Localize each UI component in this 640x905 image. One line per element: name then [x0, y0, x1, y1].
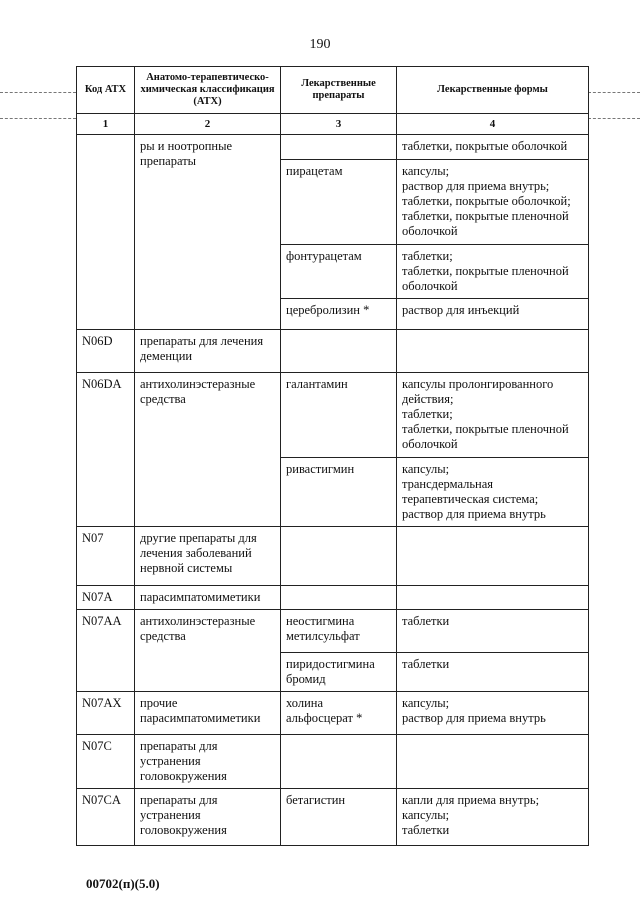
table-row — [77, 789, 589, 846]
table-row — [77, 135, 589, 160]
table-header-row — [77, 67, 589, 114]
header-code: Код АТХ — [77, 67, 135, 114]
classification-cell: прочие парасимпатомиметики — [135, 692, 281, 735]
dosage-forms-cell — [397, 160, 589, 245]
header-forms: Лекарственные формы — [397, 67, 589, 114]
dosage-form-item: раствор для приема внутрь — [402, 507, 546, 521]
dosage-form-item: капсулы; — [402, 462, 450, 476]
dosage-form-item: раствор для приема внутрь — [402, 711, 546, 725]
dosage-form-item: таблетки — [402, 657, 450, 671]
drug-name-cell: фонтурацетам — [281, 245, 397, 299]
atx-code-cell: N06DA — [77, 373, 135, 527]
drug-name-cell — [281, 135, 397, 160]
dosage-forms-cell — [397, 245, 589, 299]
table-body — [77, 135, 589, 846]
dosage-form-item: капли для приема внутрь; — [402, 793, 540, 807]
drug-name-cell: холина альфосцерат * — [281, 692, 397, 735]
dosage-forms-cell — [397, 735, 589, 789]
atx-code-cell: N07 — [77, 527, 135, 586]
dosage-form-item: таблетки — [402, 823, 450, 837]
header-classification: Анатомо-терапевтическо-химическая классификация (АТХ) — [135, 67, 281, 114]
dosage-form-item: капсулы; — [402, 164, 450, 178]
drug-name-cell: бетагистин — [281, 789, 397, 846]
dosage-form-item: таблетки; — [402, 407, 453, 421]
dosage-form-item: таблетки; — [402, 249, 453, 263]
classification-cell: препараты для устранения головокружения — [135, 789, 281, 846]
atx-code-cell: N07AX — [77, 692, 135, 735]
table-row — [77, 373, 589, 458]
dosage-form-item: раствор для приема внутрь; — [402, 179, 550, 193]
table-row — [77, 586, 589, 610]
classification-cell: антихолинэстеразные средства — [135, 373, 281, 527]
document-code: 00702(п)(5.0) — [86, 876, 160, 891]
dosage-forms-cell — [397, 653, 589, 692]
column-number: 1 — [77, 114, 135, 135]
table-row — [77, 610, 589, 653]
dosage-forms-cell — [397, 527, 589, 586]
dosage-form-item: капсулы пролонгированного действия; — [402, 377, 554, 406]
atx-code-cell: N07C — [77, 735, 135, 789]
dosage-form-item: таблетки, покрытые пленочной оболочкой — [402, 422, 569, 451]
dosage-form-item: трансдермальная терапевтическая система; — [402, 477, 539, 506]
dosage-form-item: таблетки — [402, 614, 450, 628]
dosage-form-item: раствор для инъекций — [402, 303, 520, 317]
drug-name-cell — [281, 330, 397, 373]
drug-name-cell: галантамин — [281, 373, 397, 458]
atx-table — [76, 66, 589, 846]
atx-code-cell: N07A — [77, 586, 135, 610]
atx-code-cell: N07AA — [77, 610, 135, 692]
atx-code-cell: N06D — [77, 330, 135, 373]
drug-name-cell — [281, 735, 397, 789]
table-row — [77, 735, 589, 789]
column-number-row — [77, 114, 589, 135]
atx-code-cell — [77, 135, 135, 330]
drug-name-cell: церебролизин * — [281, 299, 397, 330]
drug-name-cell — [281, 586, 397, 610]
drug-name-cell: пирацетам — [281, 160, 397, 245]
dosage-forms-cell — [397, 586, 589, 610]
scan-artifact-line — [0, 118, 76, 119]
column-number: 3 — [281, 114, 397, 135]
dosage-form-item: таблетки, покрытые пленочной оболочкой — [402, 264, 569, 293]
table-row — [77, 692, 589, 735]
classification-cell: другие препараты для лечения заболеваний нервной системы — [135, 527, 281, 586]
dosage-forms-cell — [397, 299, 589, 330]
drug-name-cell: ривастигмин — [281, 458, 397, 527]
classification-cell: препараты для лечения деменции — [135, 330, 281, 373]
classification-cell: ры и ноотропные препараты — [135, 135, 281, 330]
drug-name-cell — [281, 527, 397, 586]
dosage-form-item: таблетки, покрытые пленочной оболочкой — [402, 209, 569, 238]
scan-artifact-line — [588, 92, 640, 93]
column-number: 4 — [397, 114, 589, 135]
dosage-forms-cell — [397, 373, 589, 458]
dosage-forms-cell — [397, 330, 589, 373]
dosage-form-item: капсулы; — [402, 696, 450, 710]
dosage-form-item: таблетки, покрытые оболочкой; — [402, 194, 571, 208]
dosage-forms-cell — [397, 135, 589, 160]
dosage-forms-cell — [397, 789, 589, 846]
table-row — [77, 330, 589, 373]
dosage-form-item: таблетки, покрытые оболочкой — [402, 139, 568, 153]
dosage-forms-cell — [397, 610, 589, 653]
column-number: 2 — [135, 114, 281, 135]
dosage-forms-cell — [397, 692, 589, 735]
page-number: 190 — [309, 37, 331, 52]
classification-cell: антихолинэстеразные средства — [135, 610, 281, 692]
drug-name-cell: неостигмина метилсульфат — [281, 610, 397, 653]
scan-artifact-line — [588, 118, 640, 119]
drug-name-cell: пиридостигмина бромид — [281, 653, 397, 692]
scan-artifact-line — [0, 92, 76, 93]
atx-code-cell: N07CA — [77, 789, 135, 846]
dosage-form-item: капсулы; — [402, 808, 450, 822]
classification-cell: препараты для устранения головокружения — [135, 735, 281, 789]
classification-cell: парасимпатомиметики — [135, 586, 281, 610]
dosage-forms-cell — [397, 458, 589, 527]
header-drugs: Лекарственные препараты — [281, 67, 397, 114]
table-row — [77, 527, 589, 586]
